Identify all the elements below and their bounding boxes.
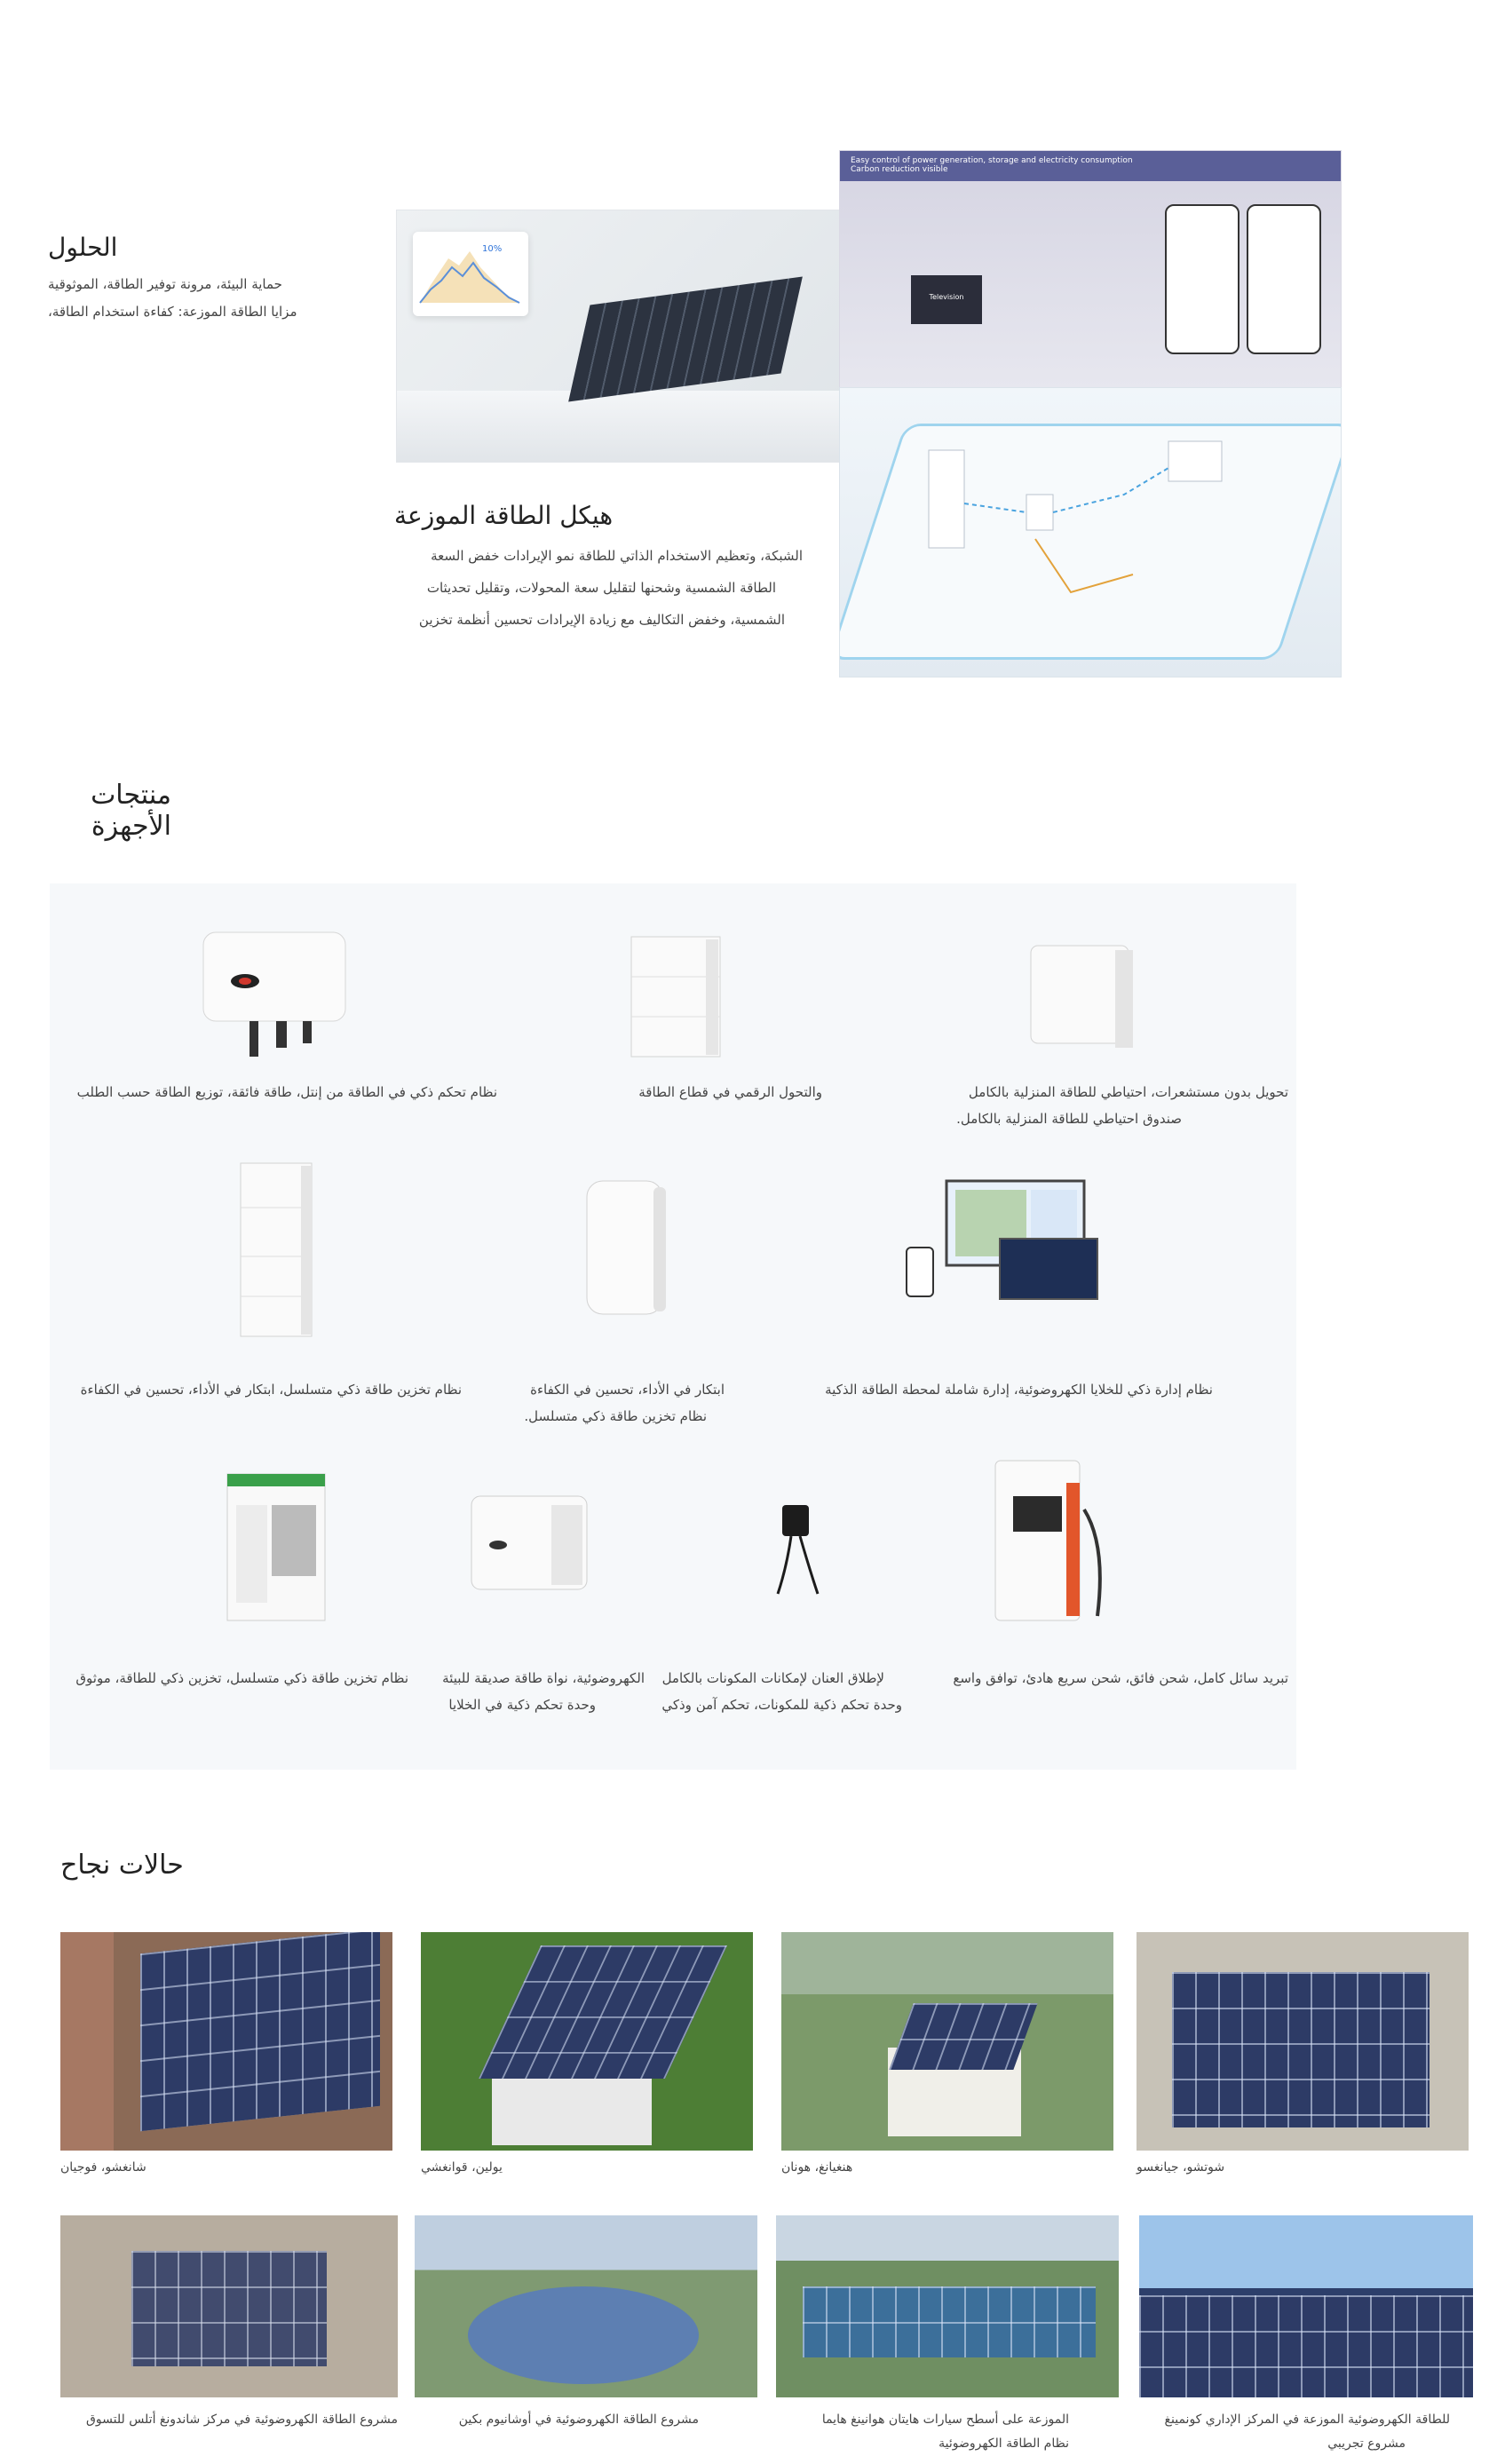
case-caption: شوتشو، جيانغسو [1137, 2160, 1225, 2175]
stacked-battery-image[interactable] [218, 1159, 325, 1341]
case-image[interactable] [60, 1932, 392, 2151]
product-caption-line: نظام تخزين طاقة ذكي متسلسل، تخزين ذكي للطاقة، موثوق [75, 1670, 408, 1686]
monitor-graphic [1168, 441, 1222, 481]
product-caption [565, 1079, 822, 1105]
case-image[interactable] [776, 2215, 1119, 2397]
battery-module-image[interactable] [622, 932, 729, 1066]
home-strip-sub: Carbon reduction visible [851, 165, 948, 174]
product-caption-line: وحدة تحكم ذكية في الخلايا [448, 1697, 596, 1713]
case-caption: هنغيانغ، هونان [781, 2160, 853, 2175]
solar-panels [131, 2251, 327, 2366]
energy-chart-card [413, 232, 528, 316]
solutions-desc-line: حماية البيئة، مرونة توفير الطاقة، الموثوقية [48, 276, 282, 292]
product-caption-line: وحدة تحكم ذكية للمكونات، تحكم آمن وذكي [661, 1697, 902, 1713]
case-image[interactable] [60, 2215, 398, 2397]
case-caption [776, 2408, 1069, 2456]
wall-battery-image[interactable] [569, 1177, 685, 1323]
energy-chart-icon [413, 232, 528, 316]
product-caption-line: الكهروضوئية، نواة طاقة صديقة للبيئة [442, 1670, 645, 1686]
solutions-description [48, 271, 350, 326]
case-caption-line: مشروع تجريبي [1327, 2436, 1406, 2451]
product-caption [787, 1376, 1213, 1403]
phone-graphic [1247, 204, 1321, 354]
case-caption: يولين، قوانغشي [421, 2160, 503, 2175]
product-caption-line: نظام تخزين طاقة ذكي متسلسل، ابتكار في الأداء، تحسين في الكفاءة [80, 1382, 462, 1398]
case-caption [1139, 2408, 1450, 2456]
case-caption-line: مشروع الطاقة الكهروضوئية في مركز شاندونغ أتلس للتسوق [86, 2413, 398, 2427]
product-caption [645, 1665, 902, 1718]
chart-badge: 10% [482, 244, 503, 254]
storage-cabinet-image[interactable] [214, 1470, 338, 1625]
product-caption [511, 1376, 725, 1430]
case-image[interactable] [781, 1932, 1113, 2151]
architecture-line: الشبكة، وتعظيم الاستخدام الذاتي للطاقة نمو الإيرادات خفض السعة [431, 548, 803, 564]
case-caption-line: الموزعة على أسطح سيارات هايتان هوانينغ هايما [821, 2413, 1069, 2427]
product-caption-line: تبريد سائل كامل، شحن فائق، شحن سريع هادئ، توافق واسع [953, 1670, 1288, 1686]
optimizer-image[interactable] [751, 1496, 840, 1603]
case-image[interactable] [415, 2215, 757, 2397]
product-caption [432, 1665, 645, 1718]
building-wall [60, 1932, 114, 2151]
product-caption [53, 1665, 408, 1692]
solar-panels [1139, 2295, 1473, 2397]
case-caption [415, 2408, 699, 2432]
case-image[interactable] [1137, 1932, 1469, 2151]
product-caption [907, 1079, 1288, 1132]
product-caption-line: لإطلاق العنان لإمكانات المكونات بالكامل [661, 1670, 884, 1686]
ecosystem-diagram [840, 388, 1341, 677]
water-area [781, 1932, 1113, 1994]
energy-ecosystem-image [839, 387, 1342, 677]
case-image[interactable] [1139, 2215, 1473, 2397]
devices-title: منتجات الأجهزة [91, 780, 171, 842]
building-ground [397, 391, 841, 462]
case-caption [46, 2408, 398, 2432]
charger-image[interactable] [982, 1456, 1124, 1625]
solar-panels [889, 2003, 1037, 2070]
product-caption-line: صندوق احتياطي للطاقة المنزلية بالكامل. [956, 1111, 1182, 1127]
cases-title: حالات نجاح [60, 1850, 184, 1881]
solar-roof-graphic [568, 277, 803, 402]
tv-label: Television [929, 293, 964, 301]
case-caption-line: نظام الطاقة الكهروضوئية [939, 2436, 1069, 2451]
solar-panels [140, 1932, 380, 2131]
product-caption-line: نظام تحكم ذكي في الطاقة من إنتل، طاقة فائقة، توزيع الطاقة حسب الطلب [76, 1084, 497, 1100]
product-caption-line: تحويل بدون مستشعرات، احتياطي للطاقة المنزلية بالكامل [968, 1084, 1288, 1100]
devices-panel [50, 883, 1296, 1770]
solar-panels [1172, 1972, 1430, 2127]
inverter-image[interactable] [196, 928, 356, 1070]
pv-controller-image[interactable] [458, 1492, 600, 1598]
case-caption-line: للطاقة الكهروضوئية الموزعة في المركز الإداري كونمينغ [1164, 2413, 1450, 2427]
product-caption-line: والتحول الرقمي في قطاع الطاقة [638, 1084, 822, 1100]
battery-graphic [929, 450, 964, 548]
product-caption-line: نظام إدارة ذكي للخلايا الكهروضوئية، إدارة شاملة لمحطة الطاقة الذكية [825, 1382, 1213, 1398]
product-caption [53, 1079, 497, 1105]
architecture-line: الشمسية، وخفض التكاليف مع زيادة الإيرادات تحسين أنظمة تخزين [418, 612, 785, 628]
solutions-desc-line: مزايا الطاقة الموزعة: كفاءة استخدام الطاقة، [48, 304, 297, 320]
product-caption [53, 1376, 462, 1403]
smart-building-image [396, 210, 842, 463]
phone-graphic [1165, 204, 1240, 354]
solar-panels [479, 1945, 727, 2079]
product-caption-line: نظام تخزين طاقة ذكي متسلسل. [524, 1408, 707, 1424]
product-caption-line: ابتكار في الأداء، تحسين في الكفاءة [530, 1382, 725, 1398]
architecture-description [394, 540, 803, 636]
case-image[interactable] [421, 1932, 753, 2151]
backup-box-image[interactable] [1018, 941, 1151, 1057]
architecture-line: الطاقة الشمسية وشحنها لتقليل سعة المحولات، وتقليل تحديثات [426, 580, 776, 596]
case-caption: شانغشو، فوجيان [60, 2160, 147, 2175]
case-caption-line: مشروع الطاقة الكهروضوئية في أوشانيوم بكين [458, 2413, 699, 2427]
controller-graphic [1026, 495, 1053, 530]
home-strip [840, 151, 1341, 181]
solutions-title: الحلول [48, 233, 118, 262]
circular-roof [468, 2286, 699, 2384]
solar-panels [803, 2286, 1096, 2357]
television-graphic [911, 275, 982, 324]
management-system-image[interactable] [893, 1177, 1106, 1310]
product-caption [915, 1665, 1288, 1692]
home-strip-title: Easy control of power generation, storage and electricity consumption [851, 156, 1133, 165]
architecture-title: هيكل الطاقة الموزعة [394, 501, 614, 530]
smart-home-image [839, 150, 1342, 389]
